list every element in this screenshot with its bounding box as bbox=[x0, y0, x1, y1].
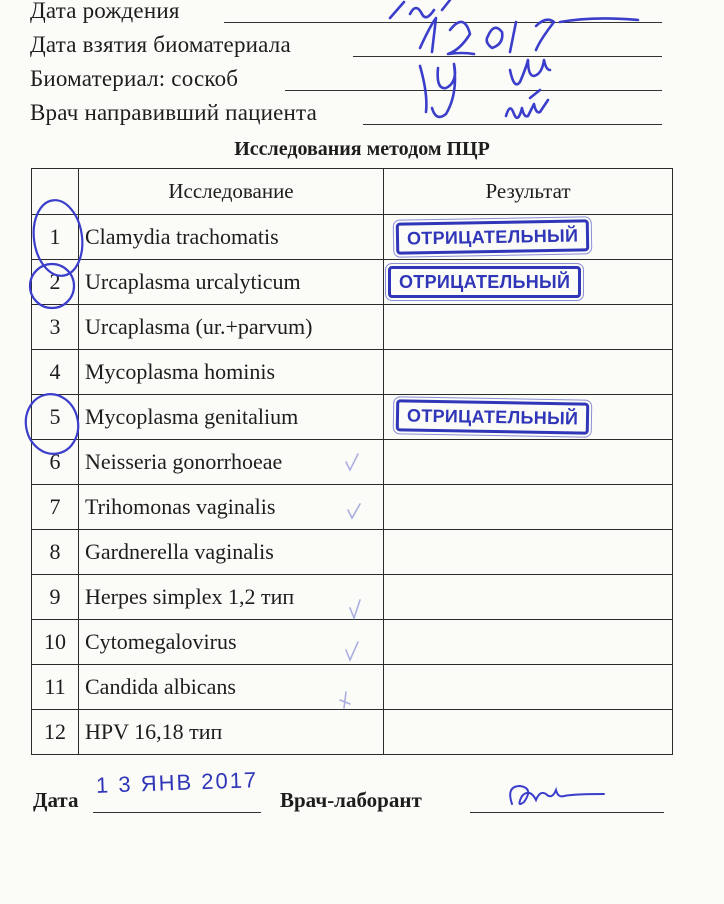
row-number: 3 bbox=[32, 305, 79, 350]
row-number: 12 bbox=[32, 710, 79, 755]
test-name: Urcaplasma (ur.+parvum) bbox=[79, 305, 384, 350]
row-number: 2 bbox=[32, 260, 79, 305]
test-name: HPV 16,18 тип bbox=[79, 710, 384, 755]
result-cell bbox=[384, 665, 673, 710]
test-name: Candida albicans bbox=[79, 665, 384, 710]
result-cell bbox=[384, 710, 673, 755]
test-name: Cytomegalovirus bbox=[79, 620, 384, 665]
referring-doctor-field bbox=[30, 100, 317, 126]
result-cell bbox=[384, 350, 673, 395]
results-table bbox=[31, 168, 673, 755]
column-header-result: Результат bbox=[384, 169, 673, 215]
row-number: 10 bbox=[32, 620, 79, 665]
page-title: Исследования методом ПЦР bbox=[234, 138, 490, 160]
footer-lab-doctor-label: Врач-лаборант bbox=[280, 788, 422, 812]
footer-date-label: Дата bbox=[33, 788, 79, 812]
row-number: 7 bbox=[32, 485, 79, 530]
column-header-number bbox=[32, 169, 79, 215]
column-header-test: Исследование bbox=[79, 169, 384, 215]
sample-date-field bbox=[30, 32, 291, 58]
table-row bbox=[32, 575, 673, 620]
negative-stamp: ОТРИЦАТЕЛЬНЫЙ bbox=[396, 399, 590, 434]
table-row bbox=[32, 260, 673, 305]
table-row bbox=[32, 485, 673, 530]
biomaterial-field bbox=[30, 66, 238, 92]
table-header-row bbox=[32, 169, 673, 215]
table-row bbox=[32, 665, 673, 710]
test-name: Trihomonas vaginalis bbox=[79, 485, 384, 530]
result-cell bbox=[384, 485, 673, 530]
birth-date-label: Дата рождения bbox=[30, 0, 180, 23]
biomaterial-line bbox=[285, 90, 662, 91]
referring-doctor-label: Врач направивший пациента bbox=[30, 100, 317, 125]
table-row bbox=[32, 350, 673, 395]
negative-stamp: ОТРИЦАТЕЛЬНЫЙ bbox=[388, 266, 581, 298]
negative-stamp: ОТРИЦАТЕЛЬНЫЙ bbox=[396, 219, 590, 254]
table-row bbox=[32, 395, 673, 440]
table-row bbox=[32, 440, 673, 485]
table-row bbox=[32, 530, 673, 575]
test-name: Herpes simplex 1,2 тип bbox=[79, 575, 384, 620]
result-cell bbox=[384, 305, 673, 350]
table-row bbox=[32, 710, 673, 755]
table-row bbox=[32, 620, 673, 665]
test-name: Mycoplasma hominis bbox=[79, 350, 384, 395]
result-cell bbox=[384, 395, 673, 440]
footer-lab-doctor-line bbox=[470, 812, 664, 813]
result-cell bbox=[384, 530, 673, 575]
row-number: 11 bbox=[32, 665, 79, 710]
footer-date-line bbox=[93, 812, 261, 813]
test-name: Urcaplasma urcalyticum bbox=[79, 260, 384, 305]
birth-date-field bbox=[30, 0, 180, 24]
date-stamp: 1 3 ЯНВ 2017 bbox=[95, 767, 259, 798]
table-row bbox=[32, 305, 673, 350]
result-cell bbox=[384, 260, 673, 305]
referring-doctor-line bbox=[363, 124, 662, 125]
sample-date-label: Дата взятия биоматериала bbox=[30, 32, 291, 57]
result-cell bbox=[384, 575, 673, 620]
test-name: Mycoplasma genitalium bbox=[79, 395, 384, 440]
table-row bbox=[32, 215, 673, 260]
result-cell bbox=[384, 440, 673, 485]
row-number: 9 bbox=[32, 575, 79, 620]
result-cell bbox=[384, 215, 673, 260]
test-name: Clamydia trachomatis bbox=[79, 215, 384, 260]
biomaterial-label: Биоматериал: соскоб bbox=[30, 66, 239, 91]
sample-date-line bbox=[353, 56, 662, 57]
result-cell bbox=[384, 620, 673, 665]
row-number: 8 bbox=[32, 530, 79, 575]
test-name: Neisseria gonorrhoeae bbox=[79, 440, 384, 485]
row-number: 5 bbox=[32, 395, 79, 440]
test-name: Gardnerella vaginalis bbox=[79, 530, 384, 575]
row-number: 6 bbox=[32, 440, 79, 485]
birth-date-line bbox=[224, 22, 662, 23]
row-number: 4 bbox=[32, 350, 79, 395]
row-number: 1 bbox=[32, 215, 79, 260]
